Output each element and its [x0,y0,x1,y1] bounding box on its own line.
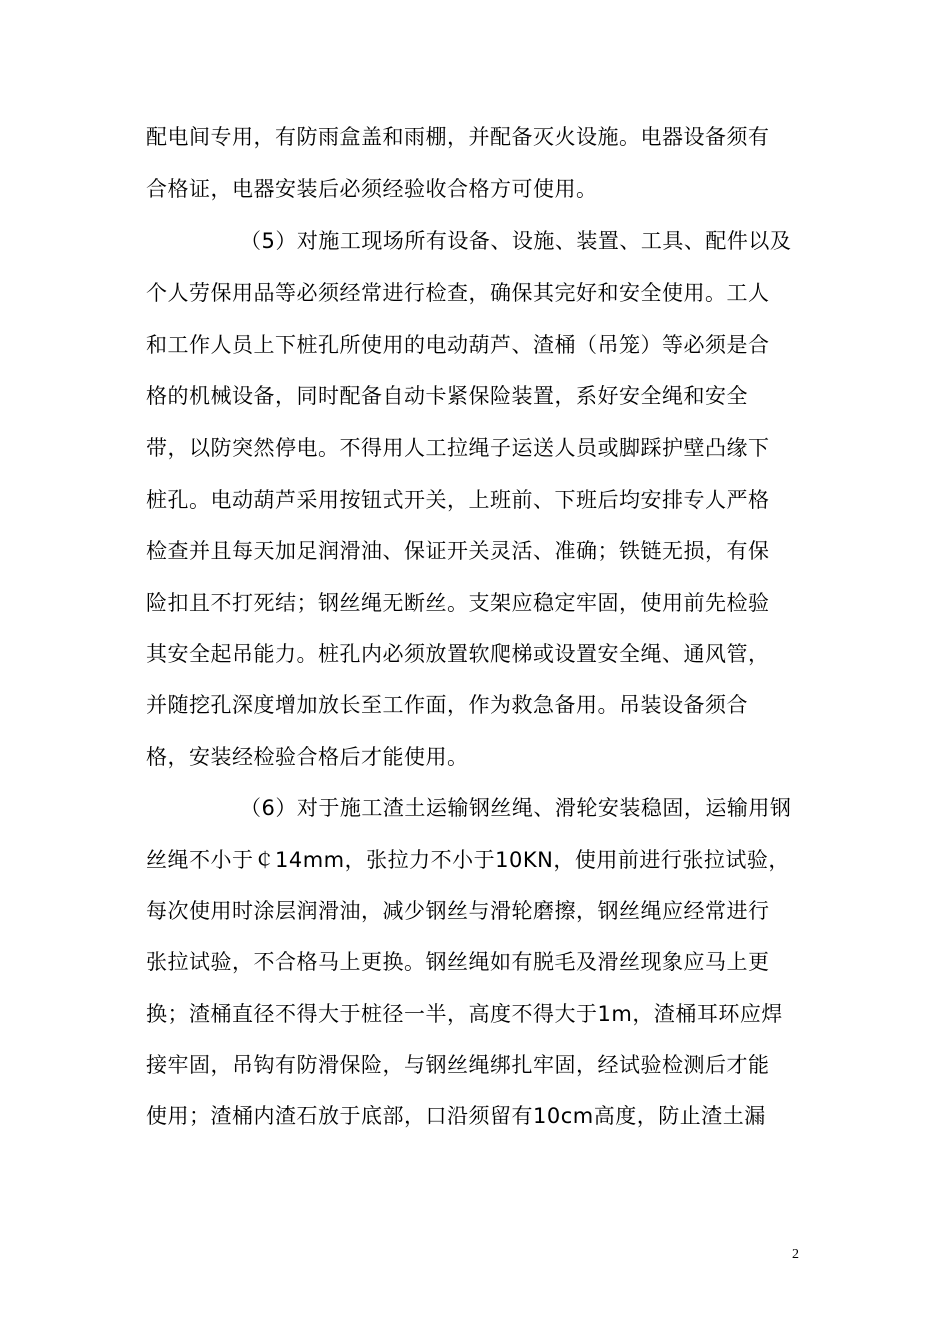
text-line: 换；渣桶直径不得大于桩径一半，高度不得大于1m，渣桶耳环应焊 [146,1002,783,1026]
page-number: 2 [792,1247,799,1262]
text-line: 险扣且不打死结；钢丝绳无断丝。支架应稳定牢固，使用前先检验 [146,591,770,615]
text-line: 并随挖孔深度增加放长至工作面，作为救急备用。吊装设备须合 [146,693,748,717]
text-line: 合格证，电器安装后必须经验收合格方可使用。 [146,177,598,201]
text-line: 个人劳保用品等必须经常进行检查，确保其完好和安全使用。工人 [146,281,770,305]
text-line: 桩孔。电动葫芦采用按钮式开关，上班前、下班后均安排专人严格 [146,488,770,512]
text-line: 和工作人员上下桩孔所使用的电动葫芦、渣桶（吊笼）等必须是合 [146,333,770,357]
text-line: 格，安装经检验合格后才能使用。 [146,745,469,769]
text-line: 其安全起吊能力。桩孔内必须放置软爬梯或设置安全绳、通风管， [146,642,770,666]
text-line: 带，以防突然停电。不得用人工拉绳子运送人员或脚踩护壁凸缘下 [146,436,770,460]
text-line: 丝绳不小于￠14mm，张拉力不小于10KN，使用前进行张拉试验， [146,848,790,872]
text-line: 配电间专用，有防雨盒盖和雨棚，并配备灭火设施。电器设备须有 [146,125,770,149]
text-line: 使用；渣桶内渣石放于底部，口沿须留有10cm高度，防止渣土漏 [146,1104,766,1128]
paragraph-6-start: （6）对于施工渣土运输钢丝绳、滑轮安装稳固，运输用钢 [240,796,792,820]
text-line: 格的机械设备，同时配备自动卡紧保险装置，系好安全绳和安全 [146,384,748,408]
text-line: 张拉试验，不合格马上更换。钢丝绳如有脱毛及滑丝现象应马上更 [146,950,770,974]
text-line: 接牢固，吊钩有防滑保险，与钢丝绳绑扎牢固，经试验检测后才能 [146,1053,770,1077]
text-line: 检查并且每天加足润滑油、保证开关灵活、准确；铁链无损，有保 [146,539,770,563]
text-line: 每次使用时涂层润滑油，减少钢丝与滑轮磨擦，钢丝绳应经常进行 [146,899,770,923]
paragraph-5-start: （5）对施工现场所有设备、设施、装置、工具、配件以及 [240,229,792,253]
